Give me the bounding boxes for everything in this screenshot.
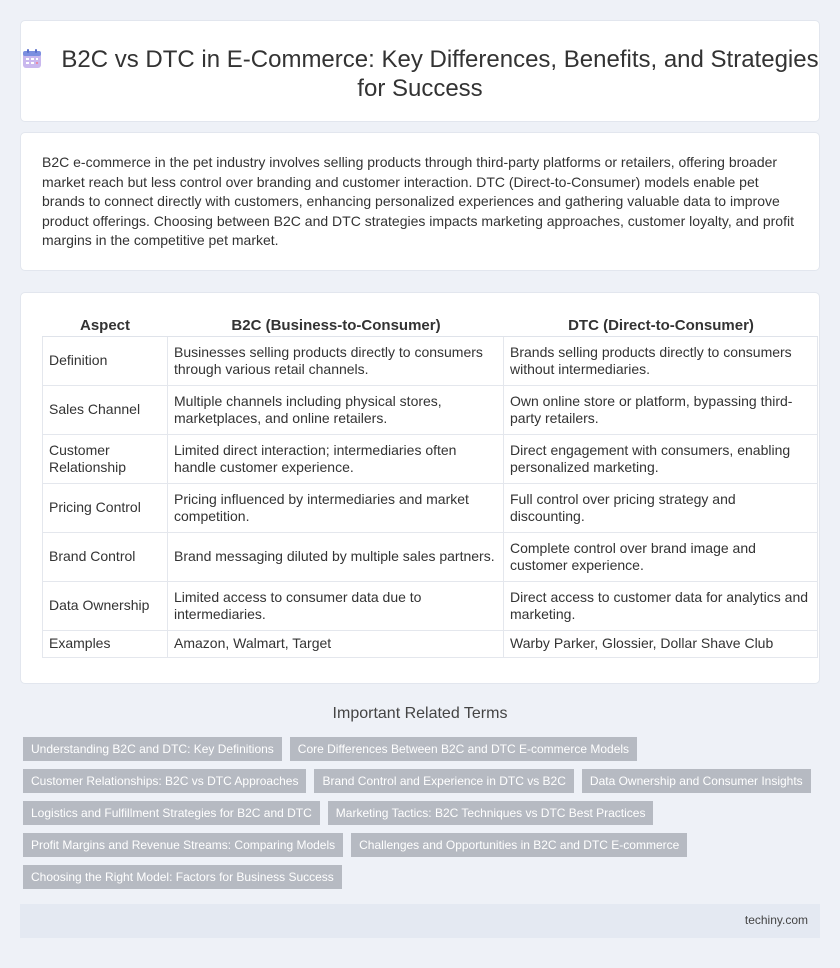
cell-b2c: Amazon, Walmart, Target <box>168 631 504 658</box>
cell-dtc: Complete control over brand image and customer experience. <box>504 533 818 582</box>
cell-aspect: Brand Control <box>42 533 168 582</box>
footer <box>20 904 820 938</box>
cell-dtc: Warby Parker, Glossier, Dollar Shave Club <box>504 631 818 658</box>
intro-card <box>20 132 820 271</box>
cell-aspect: Definition <box>42 337 168 386</box>
cell-aspect: Customer Relationship <box>42 435 168 484</box>
cell-b2c: Multiple channels including physical stores, marketplaces, and online retailers. <box>168 386 504 435</box>
table-row <box>42 582 818 631</box>
table-row <box>42 435 818 484</box>
tag-row <box>23 833 803 857</box>
table-row <box>42 337 818 386</box>
column-header-dtc: DTC (Direct-to-Consumer) <box>504 315 818 337</box>
table-row <box>42 533 818 582</box>
column-header-b2c: B2C (Business-to-Consumer) <box>168 315 504 337</box>
table-row <box>42 484 818 533</box>
tag-row <box>23 801 803 825</box>
tag-row <box>23 737 803 761</box>
cell-dtc: Direct access to customer data for analytics and marketing. <box>504 582 818 631</box>
table-header-row <box>42 315 818 337</box>
tag-row <box>23 865 803 889</box>
related-term-tag[interactable]: Profit Margins and Revenue Streams: Comparing Models <box>23 833 343 857</box>
title-card <box>20 20 820 122</box>
related-term-tag[interactable]: Core Differences Between B2C and DTC E-commerce Models <box>290 737 637 761</box>
related-term-tag[interactable]: Customer Relationships: B2C vs DTC Approaches <box>23 769 306 793</box>
cell-dtc: Brands selling products directly to consumers without intermediaries. <box>504 337 818 386</box>
related-terms-list <box>23 737 803 897</box>
cell-b2c: Limited direct interaction; intermediaries often handle customer experience. <box>168 435 504 484</box>
cell-aspect: Data Ownership <box>42 582 168 631</box>
comparison-table <box>42 315 818 658</box>
tag-row <box>23 769 803 793</box>
related-term-tag[interactable]: Data Ownership and Consumer Insights <box>582 769 811 793</box>
cell-b2c: Limited access to consumer data due to intermediaries. <box>168 582 504 631</box>
intro-paragraph: B2C e-commerce in the pet industry involves selling products through third-party platforms or retailers, offering broader market reach but less control over branding and customer interaction. DTC (Direct-to-Consumer) models enable pet brands to connect directly with customers, enhancing personalized experiences and gathering valuable data to improve product offerings. Choosing between B2C and DTC strategies impacts marketing approaches, customer loyalty, and profit margins in the competitive pet market. <box>42 154 794 248</box>
footer-site-link[interactable]: techiny.com <box>744 913 808 927</box>
cell-aspect: Examples <box>42 631 168 658</box>
related-term-tag[interactable]: Logistics and Fulfillment Strategies for B2C and DTC <box>23 801 320 825</box>
page-title <box>21 45 819 103</box>
cell-aspect: Pricing Control <box>42 484 168 533</box>
calendar-icon <box>21 48 43 70</box>
cell-b2c: Businesses selling products directly to consumers through various retail channels. <box>168 337 504 386</box>
related-term-tag[interactable]: Brand Control and Experience in DTC vs B2C <box>314 769 573 793</box>
related-term-tag[interactable]: Understanding B2C and DTC: Key Definitions <box>23 737 282 761</box>
cell-dtc: Own online store or platform, bypassing third-party retailers. <box>504 386 818 435</box>
cell-b2c: Brand messaging diluted by multiple sales partners. <box>168 533 504 582</box>
cell-dtc: Full control over pricing strategy and discounting. <box>504 484 818 533</box>
related-term-tag[interactable]: Choosing the Right Model: Factors for Business Success <box>23 865 342 889</box>
cell-b2c: Pricing influenced by intermediaries and market competition. <box>168 484 504 533</box>
table-row <box>42 631 818 658</box>
column-header-aspect: Aspect <box>42 315 168 337</box>
table-row <box>42 386 818 435</box>
cell-aspect: Sales Channel <box>42 386 168 435</box>
related-term-tag[interactable]: Marketing Tactics: B2C Techniques vs DTC Best Practices <box>328 801 654 825</box>
cell-dtc: Direct engagement with consumers, enabling personalized marketing. <box>504 435 818 484</box>
related-terms-title: Important Related Terms <box>332 705 508 722</box>
comparison-table-card <box>20 292 820 684</box>
page-title-text: B2C vs DTC in E-Commerce: Key Differences, Benefits, and Strategies for Success <box>61 46 819 102</box>
related-term-tag[interactable]: Challenges and Opportunities in B2C and DTC E-commerce <box>351 833 687 857</box>
